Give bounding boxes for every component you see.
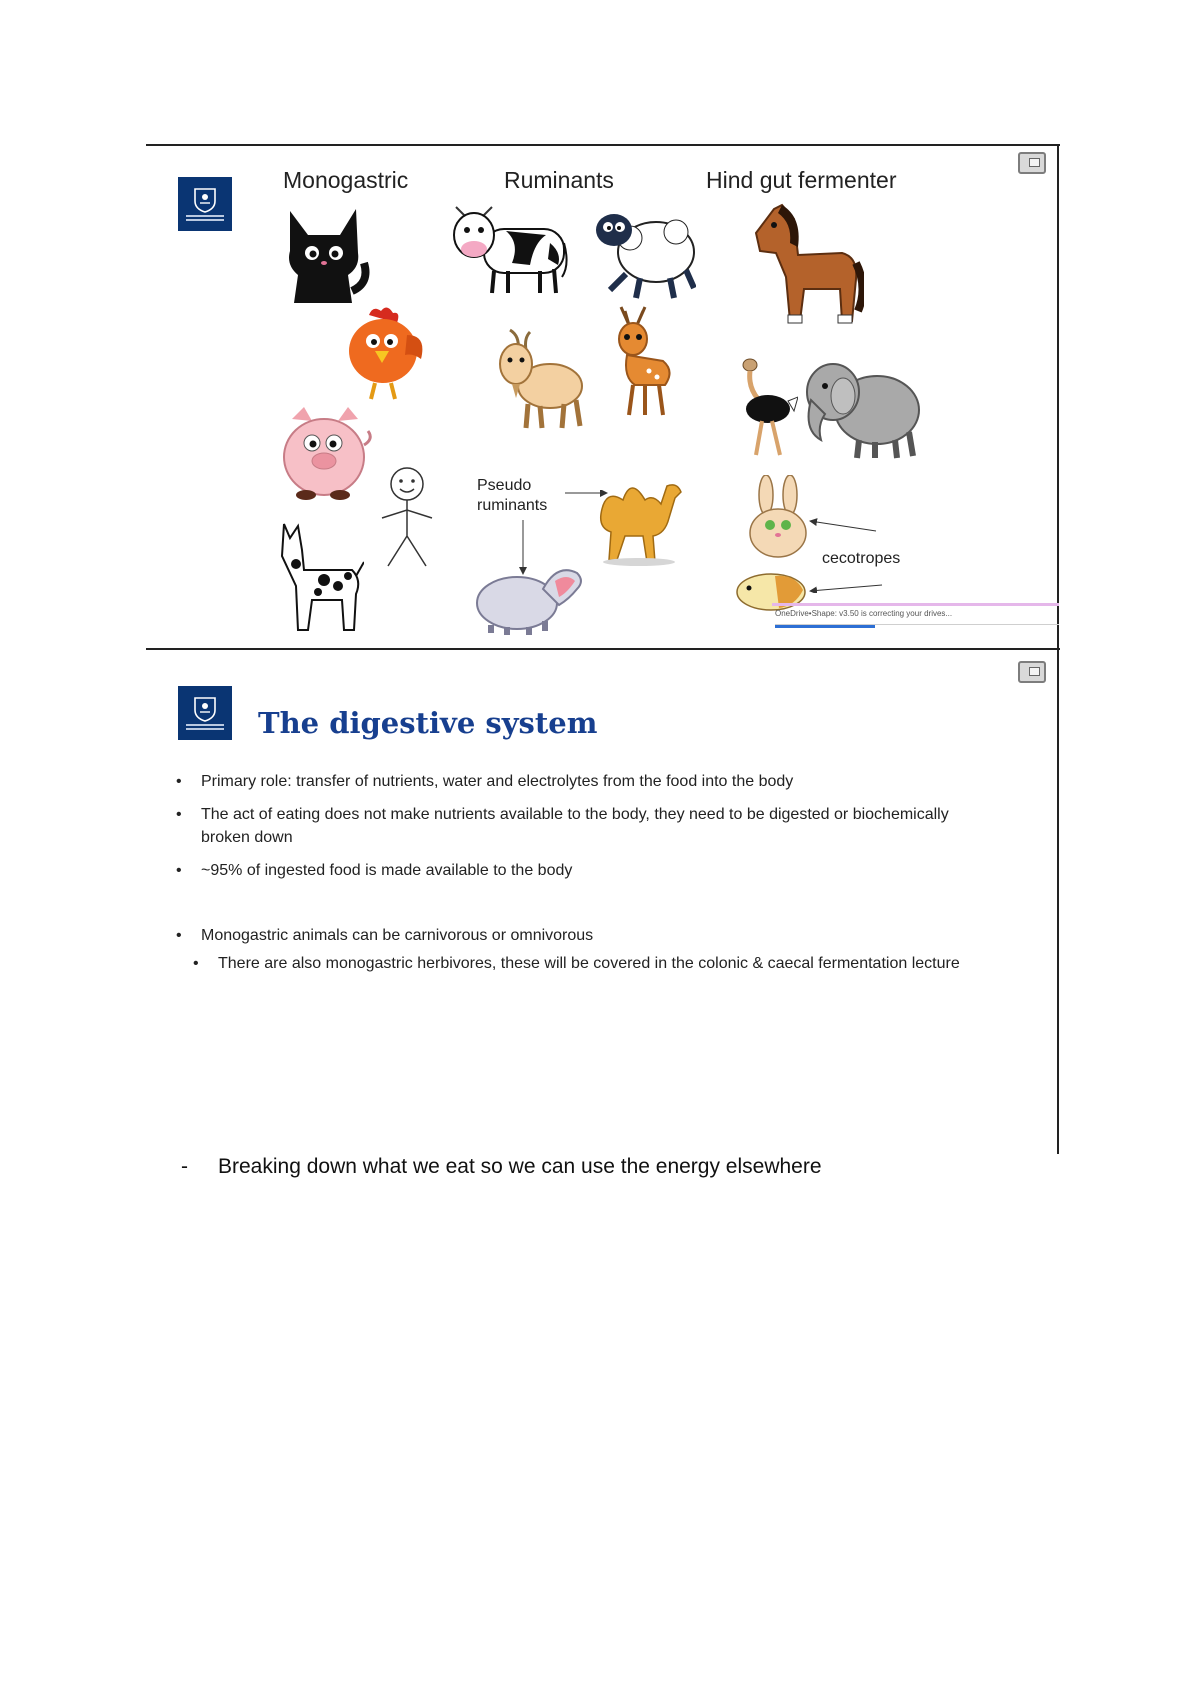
student-note [181,1155,822,1179]
hippo-illustration [473,559,585,635]
note-text: Breaking down what we eat so we can use the energy elsewhere [218,1155,822,1178]
rabbit-illustration [746,475,812,561]
horse-illustration [748,203,864,327]
stick-figure-illustration [376,466,438,570]
goat-illustration [490,328,586,430]
crest-icon [193,696,217,722]
note-dash: - [181,1155,188,1178]
notification-bar [772,603,1059,606]
sub-bullet-item: • There are also monogastric herbivores, these will be covered in the colonic & caecal fermentation lecture [193,952,1008,975]
university-logo [178,177,232,231]
bullet-list [176,770,1016,975]
expand-slide-icon-2[interactable] [1018,661,1046,683]
bullet-item: • The act of eating does not make nutrients available to the body, they need to be digested or biochemically broken down [176,803,961,849]
bullet-item: • Monogastric animals can be carnivorous or omnivorous [176,924,1016,947]
university-logo-2 [178,686,232,740]
sheep-illustration [590,208,696,300]
slide1-top-border [146,144,1060,146]
expand-slide-icon[interactable] [1018,152,1046,174]
pseudo-ruminants-label: Pseudo ruminants [477,477,548,514]
cat-illustration [278,203,370,305]
ostrich-illustration [738,357,798,457]
slides-right-border [1057,144,1059,1154]
heading-monogastric: Monogastric [283,167,409,193]
cow-illustration [450,203,570,297]
pig-illustration [280,405,374,501]
heading-ruminants: Ruminants [504,167,614,193]
bullet-item: • ~95% of ingested food is made available to the body [176,859,1016,882]
dog-illustration [268,520,364,632]
elephant-illustration [803,356,923,460]
cecotropes-label: cecotropes [822,550,901,567]
notification-progress-bar [775,625,875,628]
slides-divider [146,648,1060,650]
heading-hindgut: Hind gut fermenter [706,167,897,193]
slide-title: The digestive system [258,706,598,740]
chicken-illustration [343,305,425,403]
deer-illustration [605,305,675,417]
crest-icon [193,187,217,213]
camel-illustration [595,474,683,566]
bullet-item: • Primary role: transfer of nutrients, water and electrolytes from the food into the body [176,770,1016,793]
notification-text: OneDrive•Shape: v3.50 is correcting your drives... [775,609,953,618]
